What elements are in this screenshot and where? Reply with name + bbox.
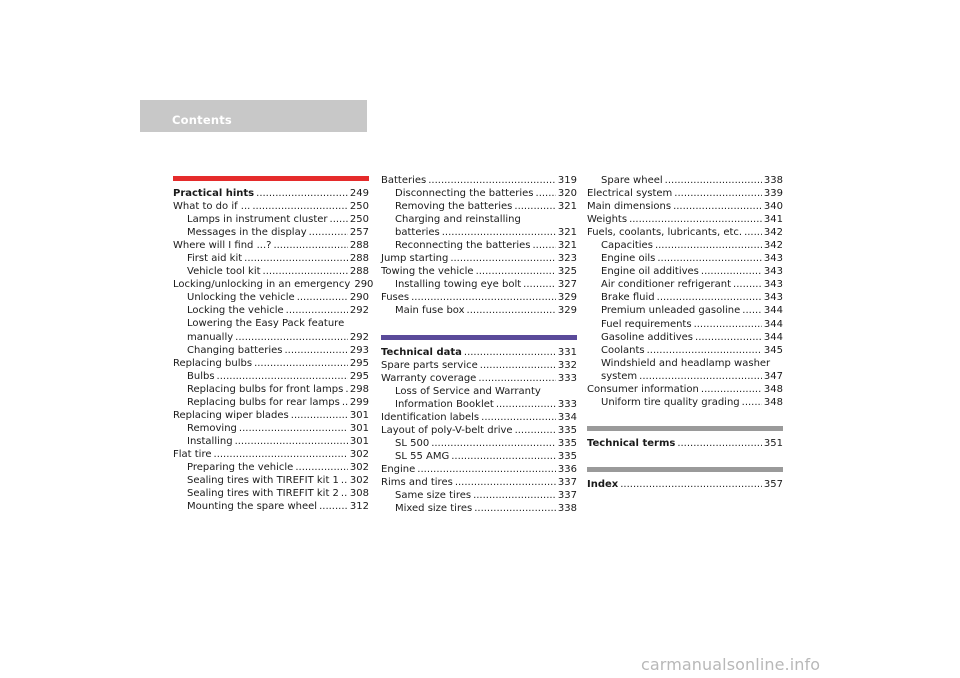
toc-entry-page: 250 (349, 201, 369, 213)
toc-entry-label: Locking the vehicle (187, 305, 284, 317)
toc-entry[interactable] (173, 304, 369, 317)
toc-entry-page: 337 (557, 476, 577, 488)
toc-entry-label: Towing the vehicle (381, 266, 474, 278)
toc-entry-page: 335 (557, 450, 577, 462)
toc-entry[interactable] (173, 396, 369, 409)
toc-entry[interactable] (587, 383, 783, 396)
toc-entry-page: 302 (349, 475, 369, 487)
toc-entry-label: Loss of Service and Warranty (395, 385, 541, 397)
toc-entry[interactable] (587, 174, 783, 187)
toc-entry[interactable] (381, 398, 577, 411)
toc-entry[interactable] (173, 474, 369, 487)
leader-dots (273, 239, 347, 252)
toc-entry-label: Capacities (601, 240, 653, 252)
toc-entry-label: Consumer information (587, 383, 699, 395)
toc-entry-page: 292 (349, 305, 369, 317)
toc-entry[interactable] (587, 252, 783, 265)
section-rule-red (173, 176, 369, 181)
leader-dots (532, 239, 555, 252)
leader-dots (695, 331, 762, 344)
leader-dots (476, 265, 556, 278)
toc-entry-label: Removing (187, 422, 237, 434)
toc-entry-page: 335 (557, 424, 577, 436)
toc-entry-page: 343 (763, 253, 783, 265)
toc-entry-page: 301 (349, 422, 369, 434)
leader-dots (309, 226, 348, 239)
toc-entry-label: Technical terms (587, 437, 676, 449)
leader-dots (291, 409, 348, 422)
toc-list (381, 346, 577, 516)
toc-list (587, 437, 783, 450)
toc-entry-label: First aid kit (187, 253, 243, 265)
toc-section-heading[interactable] (587, 478, 783, 491)
toc-entry[interactable] (173, 213, 369, 226)
toc-entry[interactable] (587, 278, 783, 291)
toc-entry-label: Main dimensions (587, 201, 672, 213)
leader-dots (474, 502, 556, 515)
leader-dots (252, 200, 348, 213)
toc-entry-label: Premium unleaded gasoline (601, 305, 741, 317)
toc-entry-label: Coolants (601, 344, 645, 356)
leader-dots (657, 252, 762, 265)
toc-section-heading[interactable] (173, 187, 369, 200)
leader-dots (742, 304, 762, 317)
toc-entry-label: Technical data (381, 346, 462, 358)
leader-dots (286, 304, 348, 317)
toc-entry-label: Gasoline additives (601, 331, 694, 343)
toc-entry-page: 343 (763, 279, 783, 291)
toc-entry-label: system (601, 370, 638, 382)
toc-entry-label: Installing (187, 435, 233, 447)
leader-dots (620, 478, 762, 491)
toc-entry-page: 339 (763, 188, 783, 200)
toc-entry-label: Batteries (381, 175, 427, 186)
toc-list (587, 174, 783, 409)
toc-entry[interactable] (173, 383, 369, 396)
spacer (587, 450, 783, 467)
toc-entry-label: Vehicle tool kit (187, 266, 261, 278)
toc-entry-label: Replacing bulbs for rear lamps (187, 396, 340, 408)
toc-entry-page: 295 (349, 357, 369, 369)
toc-entry[interactable] (381, 200, 577, 213)
toc-entry-page: 331 (557, 346, 577, 358)
toc-entry-label: Where will I find ...? (173, 240, 272, 252)
toc-entry-label: Windshield and headlamp washer (601, 357, 771, 369)
toc-entry-label: Jump starting (381, 253, 449, 265)
leader-dots (450, 252, 556, 265)
toc-entry[interactable] (381, 489, 577, 502)
toc-entry-page: 308 (349, 488, 369, 500)
toc-entry-page: 348 (763, 383, 783, 395)
toc-entry-page: 302 (349, 448, 369, 460)
toc-entry-label: Charging and reinstalling (395, 214, 521, 226)
toc-entry-label: Weights (587, 214, 628, 226)
toc-entry-label: manually (187, 331, 234, 343)
toc-entry-page: 290 (354, 279, 374, 291)
toc-entry[interactable] (381, 424, 577, 437)
leader-dots (256, 187, 348, 200)
toc-entry-label: Lamps in instrument cluster (187, 214, 328, 226)
section-rule-grey (587, 426, 783, 431)
toc-entry-label: Mixed size tires (395, 503, 473, 515)
leader-dots (701, 383, 762, 396)
toc-entry-page: 288 (349, 266, 369, 278)
toc-entry-label: Lowering the Easy Pack feature (187, 318, 345, 330)
leader-dots (451, 450, 556, 463)
toc-entry-page: 340 (763, 201, 783, 213)
toc-entry-label: Flat tire (173, 448, 212, 460)
toc-entry-label: Practical hints (173, 188, 255, 199)
toc-entry-page: 301 (349, 435, 369, 447)
toc-entry-label: Sealing tires with TIREFIT kit 1 (187, 475, 339, 487)
toc-entry-label: Reconnecting the batteries (395, 240, 531, 252)
toc-entry-label: Brake fluid (601, 292, 655, 304)
toc-entry-label: Air conditioner refrigerant (601, 279, 732, 291)
leader-dots (665, 174, 762, 187)
leader-dots (701, 265, 762, 278)
toc-entry-label: Unlocking the vehicle (187, 292, 295, 304)
leader-dots (514, 200, 556, 213)
toc-entry[interactable] (587, 370, 783, 383)
toc-entry-label: Information Booklet (395, 398, 494, 410)
toc-entry-page: 351 (763, 437, 783, 449)
leader-dots (235, 331, 348, 344)
toc-entry-label: Changing batteries (187, 344, 283, 356)
toc-entry-label: Replacing bulbs for front lamps (187, 383, 344, 395)
leader-dots (297, 291, 348, 304)
toc-entry[interactable] (381, 239, 577, 252)
toc-entry-label: Mounting the spare wheel (187, 501, 318, 513)
toc-entry[interactable] (381, 359, 577, 372)
toc-list (173, 187, 374, 513)
toc-entry[interactable] (587, 344, 783, 357)
toc-entry-page: 342 (763, 240, 783, 252)
leader-dots (431, 437, 556, 450)
toc-entry-page: 338 (763, 175, 783, 186)
toc-entry-label: SL 55 AMG (395, 450, 450, 462)
toc-entry-page: 333 (557, 398, 577, 410)
toc-entry[interactable] (173, 239, 369, 252)
toc-entry-label: batteries (395, 227, 440, 239)
leader-dots (677, 437, 762, 450)
page-title: Contents (172, 113, 232, 127)
toc-entry-page: 319 (557, 175, 577, 186)
toc-entry[interactable] (381, 411, 577, 424)
spacer (587, 409, 783, 426)
toc-entry-page: 320 (557, 188, 577, 200)
toc-entry[interactable] (173, 226, 369, 239)
toc-entry-label: Same size tires (395, 490, 472, 502)
toc-entry[interactable] (381, 502, 577, 515)
leader-dots (263, 265, 348, 278)
toc-entry-label: Warranty coverage (381, 372, 477, 384)
leader-dots (345, 383, 348, 396)
toc-entry-label: Messages in the display (187, 227, 307, 239)
leader-dots (244, 252, 348, 265)
toc-entry-label: Disconnecting the batteries (395, 188, 534, 200)
toc-section-heading[interactable] (587, 437, 783, 450)
toc-entry-label: Sealing tires with TIREFIT kit 2 (187, 488, 339, 500)
toc-entry-page: 293 (349, 344, 369, 356)
toc-entry-label: Locking/unlocking in an emergency (173, 279, 351, 291)
toc-entry-page: 338 (557, 503, 577, 515)
toc-entry-page: 299 (349, 396, 369, 408)
leader-dots (655, 239, 762, 252)
toc-entry[interactable] (381, 372, 577, 385)
leader-dots (473, 489, 556, 502)
toc-entry-page: 343 (763, 266, 783, 278)
spacer (381, 318, 577, 335)
toc-entry-label: Replacing wiper blades (173, 409, 289, 421)
toc-entry-page: 250 (349, 214, 369, 226)
leader-dots (295, 461, 348, 474)
leader-dots (694, 318, 762, 331)
toc-entry-page: 348 (763, 396, 783, 408)
leader-dots (319, 500, 348, 513)
toc-column-2 (381, 174, 577, 515)
toc-entry[interactable] (173, 500, 369, 513)
toc-entry-page: 344 (763, 331, 783, 343)
leader-dots (330, 213, 348, 226)
toc-entry-page: 249 (349, 188, 369, 199)
toc-entry[interactable] (587, 187, 783, 200)
toc-entry-page: 290 (349, 292, 369, 304)
toc-entry-label: What to do if ... (173, 201, 251, 213)
leader-dots (235, 435, 348, 448)
toc-entry-label: Uniform tire quality grading (601, 396, 740, 408)
toc-entry-label: Replacing bulbs (173, 357, 253, 369)
toc-entry-page: 301 (349, 409, 369, 421)
toc-entry-page: 312 (349, 501, 369, 513)
toc-entry-label: Rims and tires (381, 476, 453, 488)
toc-entry-page: 323 (557, 253, 577, 265)
toc-entry-page: 335 (557, 437, 577, 449)
leader-dots (214, 448, 348, 461)
toc-entry-label: Spare parts service (381, 359, 478, 371)
toc-entry-label: Fuel requirements (601, 318, 692, 330)
leader-dots (629, 213, 762, 226)
toc-entry[interactable] (381, 476, 577, 489)
toc-entry-page: 343 (763, 292, 783, 304)
toc-entry-label: Layout of poly-V-belt drive (381, 424, 513, 436)
toc-entry[interactable] (381, 278, 577, 291)
toc-section-heading[interactable] (381, 346, 577, 359)
toc-entry-label: Engine oils (601, 253, 656, 265)
toc-entry[interactable] (587, 226, 783, 239)
toc-entry-page: 337 (557, 490, 577, 502)
toc-entry[interactable] (173, 265, 369, 278)
toc-entry-label: Index (587, 478, 619, 490)
toc-entry-label: Installing towing eye bolt (395, 279, 522, 291)
toc-entry[interactable] (173, 422, 369, 435)
toc-entry[interactable] (381, 252, 577, 265)
toc-entry-page: 332 (557, 359, 577, 371)
section-rule-purple (381, 335, 577, 340)
toc-entry[interactable] (173, 200, 369, 213)
toc-entry[interactable] (173, 487, 369, 500)
toc-entry-page: 298 (349, 383, 369, 395)
toc-entry[interactable] (587, 239, 783, 252)
toc-entry-label: Preparing the vehicle (187, 461, 294, 473)
leader-dots (515, 424, 556, 437)
toc-entry-page: 333 (557, 372, 577, 384)
toc-entry-label: Identification labels (381, 411, 480, 423)
leader-dots (341, 474, 348, 487)
toc-entry-page: 302 (349, 461, 369, 473)
toc-entry-page: 321 (557, 227, 577, 239)
toc-entry-page: 329 (557, 292, 577, 304)
leader-dots (467, 304, 556, 317)
leader-dots (639, 370, 762, 383)
toc-entry[interactable] (173, 461, 369, 474)
toc-entry-page: 321 (557, 201, 577, 213)
toc-entry[interactable] (587, 213, 783, 226)
toc-entry[interactable] (173, 291, 369, 304)
toc-entry[interactable] (381, 291, 577, 304)
leader-dots (536, 187, 556, 200)
toc-entry[interactable] (173, 435, 369, 448)
leader-dots (733, 278, 762, 291)
watermark: carmanualsonline.info (641, 655, 821, 674)
leader-dots (239, 422, 348, 435)
leader-dots (647, 344, 762, 357)
toc-entry[interactable] (173, 252, 369, 265)
toc-entry[interactable] (381, 304, 577, 317)
toc-entry-label: SL 500 (395, 437, 430, 449)
toc-entry[interactable] (173, 357, 369, 370)
leader-dots (442, 226, 556, 239)
toc-entry[interactable] (381, 450, 577, 463)
toc-entry-page: 341 (763, 214, 783, 226)
toc-entry-label: Engine oil additives (601, 266, 699, 278)
toc-entry-label: Bulbs (187, 370, 215, 382)
toc-entry[interactable] (173, 409, 369, 422)
toc-entry[interactable] (381, 463, 577, 476)
toc-entry-label: Fuels, coolants, lubricants, etc. (587, 227, 743, 239)
toc-entry-page: 295 (349, 370, 369, 382)
toc-entry[interactable] (587, 304, 783, 317)
leader-dots (523, 278, 556, 291)
toc-entry-page: 288 (349, 240, 369, 252)
toc-entry[interactable] (587, 291, 783, 304)
leader-dots (742, 396, 762, 409)
toc-entry-label: Spare wheel (601, 175, 663, 186)
leader-dots (674, 187, 762, 200)
leader-dots (417, 463, 556, 476)
leader-dots (496, 398, 556, 411)
toc-entry[interactable] (173, 317, 369, 330)
toc-entry-page: 329 (557, 305, 577, 317)
toc-entry-page: 327 (557, 279, 577, 291)
leader-dots (341, 487, 348, 500)
toc-entry[interactable] (587, 200, 783, 213)
leader-dots (464, 346, 556, 359)
toc-column-3 (587, 174, 783, 491)
toc-entry-page: 345 (763, 344, 783, 356)
leader-dots (744, 226, 762, 239)
leader-dots (673, 200, 762, 213)
toc-entry-page: 334 (557, 411, 577, 423)
leader-dots (481, 411, 556, 424)
toc-entry[interactable] (587, 265, 783, 278)
toc-entry-page: 336 (557, 463, 577, 475)
leader-dots (342, 396, 348, 409)
leader-dots (478, 372, 556, 385)
toc-entry-label: Engine (381, 463, 416, 475)
toc-entry-page: 325 (557, 266, 577, 278)
toc-entry[interactable] (381, 437, 577, 450)
toc-entry[interactable] (381, 213, 577, 226)
toc-entry[interactable] (173, 344, 369, 357)
toc-entry-page: 257 (349, 227, 369, 239)
leader-dots (411, 291, 556, 304)
leader-dots (455, 476, 556, 489)
toc-entry-page: 292 (349, 331, 369, 343)
toc-entry-page: 288 (349, 253, 369, 265)
toc-column-1 (173, 176, 374, 513)
toc-entry[interactable] (381, 187, 577, 200)
toc-entry-page: 344 (763, 318, 783, 330)
toc-entry-page: 342 (763, 227, 783, 239)
toc-entry-label: Electrical system (587, 188, 673, 200)
toc-entry[interactable] (587, 318, 783, 331)
toc-entry-label: Removing the batteries (395, 201, 513, 213)
toc-entry[interactable] (381, 226, 577, 239)
toc-entry-page: 344 (763, 305, 783, 317)
toc-entry[interactable] (381, 265, 577, 278)
toc-entry[interactable] (173, 370, 369, 383)
toc-entry[interactable] (381, 385, 577, 398)
leader-dots (480, 359, 556, 372)
leader-dots (285, 344, 348, 357)
toc-entry-page: 357 (763, 478, 783, 490)
toc-entry-label: Fuses (381, 292, 410, 304)
toc-entry[interactable] (381, 174, 577, 187)
toc-entry-page: 347 (763, 370, 783, 382)
leader-dots (217, 370, 348, 383)
toc-list (587, 478, 783, 491)
leader-dots (254, 357, 348, 370)
toc-entry-label: Main fuse box (395, 305, 465, 317)
section-rule-grey (587, 467, 783, 472)
toc-entry[interactable] (587, 357, 783, 370)
toc-entry[interactable] (587, 396, 783, 409)
toc-entry-page: 321 (557, 240, 577, 252)
leader-dots (428, 174, 556, 187)
toc-entry[interactable] (173, 331, 369, 344)
toc-entry[interactable] (587, 331, 783, 344)
toc-entry[interactable] (173, 448, 369, 461)
toc-list (381, 174, 577, 318)
leader-dots (657, 291, 762, 304)
toc-entry[interactable] (173, 278, 374, 291)
